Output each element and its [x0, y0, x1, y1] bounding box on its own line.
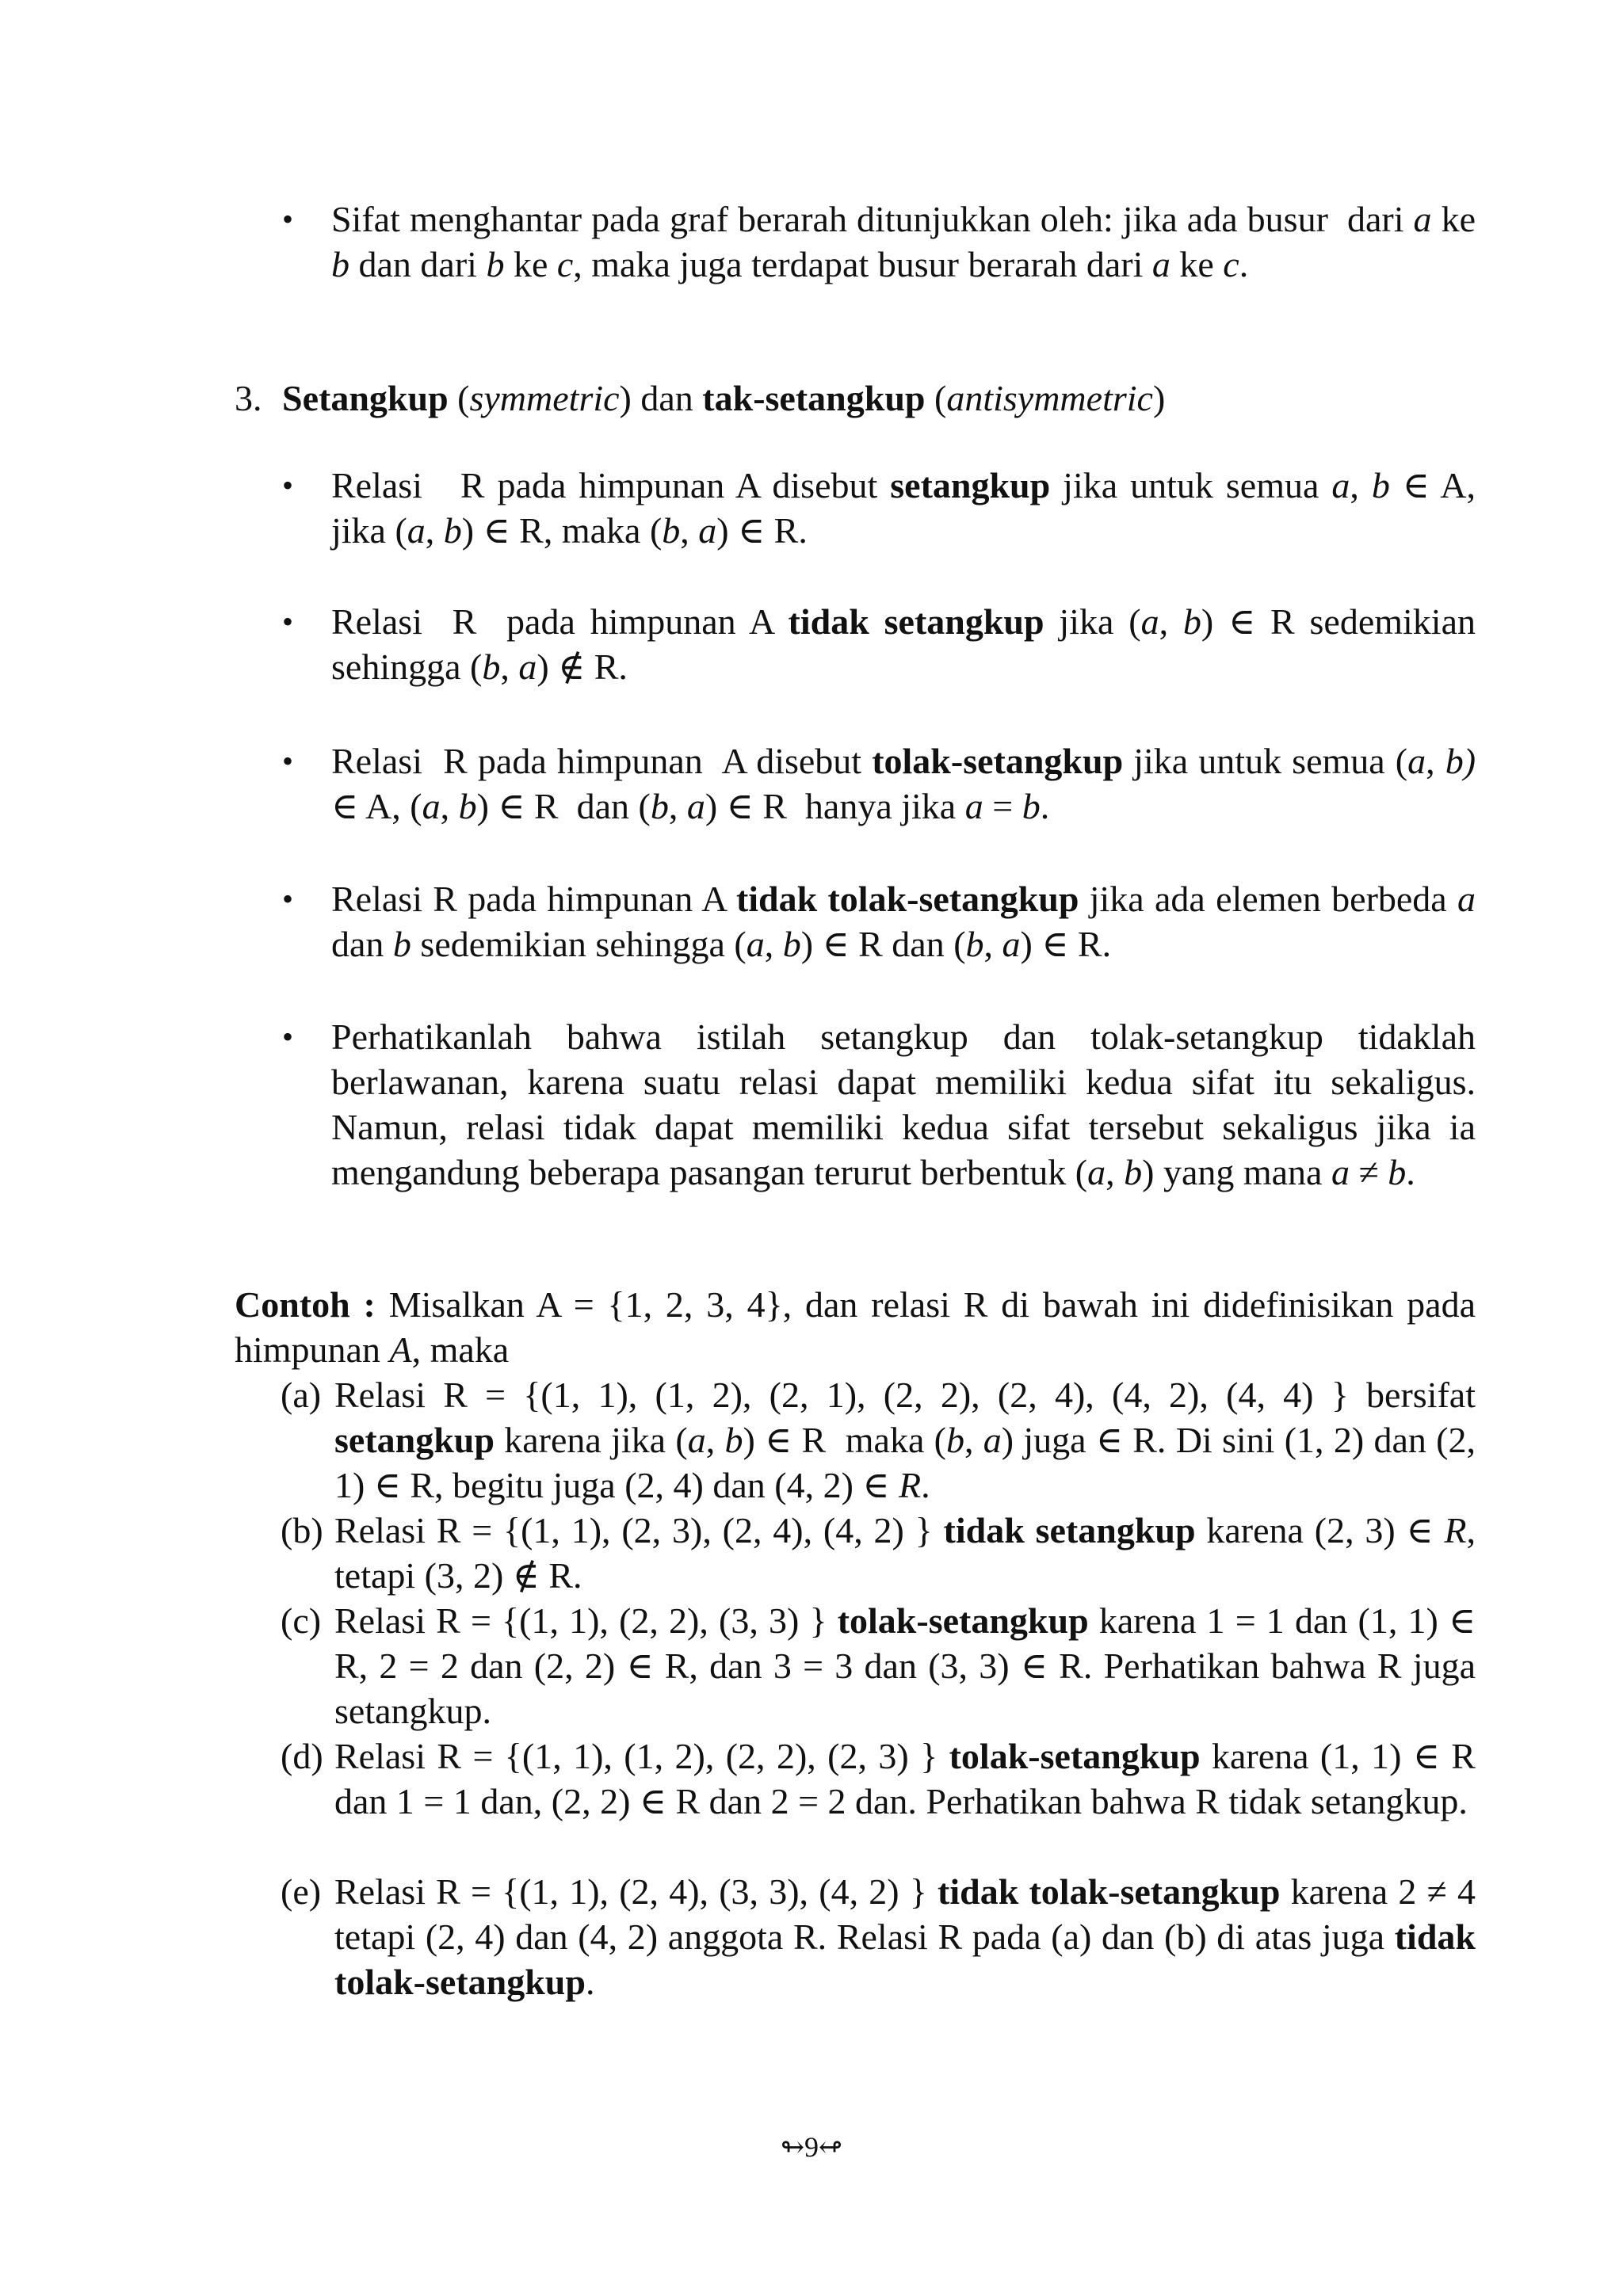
example-item-a: Relasi R = {(1, 1), (1, 2), (2, 1), (2, 2), (2, 4), (4, 2), (4, 4) } bersifat setangkup karena jika (a, b) ∈ R maka (b, a) juga ∈ R. Di sini (1, 2) dan (2, 1) ∈ R, begitu juga (2, 4) dan (4, 2) ∈ R.: [334, 1375, 1476, 1505]
page-number: 9: [804, 2131, 819, 2163]
example-label-a: (a): [281, 1375, 322, 1415]
example-label-e: (e): [281, 1871, 322, 1912]
bullet-marker: •: [282, 743, 294, 779]
section-heading: Setangkup (symmetric) dan tak-setangkup (antisymmetric): [282, 378, 1166, 418]
example-label-b: (b): [281, 1510, 323, 1550]
bullet-marker: •: [282, 604, 294, 639]
bullet-tidak-setangkup-definition: Relasi R pada himpunan A tidak setangkup jika (a, b) ∈ R sedemikian sehingga (b, a) ∉ R.: [331, 601, 1476, 687]
bullet-marker: •: [282, 201, 294, 237]
example-item-d: Relasi R = {(1, 1), (1, 2), (2, 2), (2, 3) } tolak-setangkup karena (1, 1) ∈ R dan 1 = 1 dan, (2, 2) ∈ R dan 2 = 2 dan. Perhatikan bahwa R tidak setangkup.: [334, 1736, 1476, 1821]
footer-left-ornament-icon: ↬: [780, 2131, 804, 2163]
bullet-tolak-setangkup-definition: Relasi R pada himpunan A disebut tolak-setangkup jika untuk semua (a, b) ∈ A, (a, b) ∈ R dan (b, a) ∈ R hanya jika a = b.: [331, 741, 1476, 826]
bullet-marker: •: [282, 467, 294, 503]
example-item-c: Relasi R = {(1, 1), (2, 2), (3, 3) } tolak-setangkup karena 1 = 1 dan (1, 1) ∈ R, 2 = 2 dan (2, 2) ∈ R, dan 3 = 3 dan (3, 3) ∈ R. Perhatikan bahwa R juga setangkup.: [334, 1600, 1476, 1731]
example-item-e: Relasi R = {(1, 1), (2, 4), (3, 3), (4, 2) } tidak tolak-setangkup karena 2 ≠ 4 tetapi (2, 4) dan (4, 2) anggota R. Relasi R pada (a) dan (b) di atas juga tidak tolak-setangkup.: [334, 1871, 1476, 2002]
bullet-transitive-text: Sifat menghantar pada graf berarah ditunjukkan oleh: jika ada busur dari a ke b dan dari b ke c, maka juga terdapat busur berarah dari a ke c.: [331, 199, 1476, 284]
bullet-setangkup-definition: Relasi R pada himpunan A disebut setangkup jika untuk semua a, b ∈ A, jika (a, b) ∈ R, maka (b, a) ∈ R.: [331, 465, 1476, 551]
page-footer: [0, 2130, 1623, 2164]
bullet-tidak-tolak-setangkup-definition: Relasi R pada himpunan A tidak tolak-setangkup jika ada elemen berbeda a dan b sedemikian sehingga (a, b) ∈ R dan (b, a) ∈ R.: [331, 879, 1476, 964]
example-intro: Contoh : Misalkan A = {1, 2, 3, 4}, dan relasi R di bawah ini didefinisikan pada himpunan A, maka: [235, 1284, 1476, 1370]
example-label-c: (c): [281, 1600, 322, 1641]
section-number: 3.: [235, 378, 262, 418]
bullet-marker: •: [282, 881, 294, 917]
bullet-marker: •: [282, 1019, 294, 1055]
example-item-b: Relasi R = {(1, 1), (2, 3), (2, 4), (4, 2) } tidak setangkup karena (2, 3) ∈ R, tetapi (3, 2) ∉ R.: [334, 1510, 1476, 1596]
bullet-note: Perhatikanlah bahwa istilah setangkup dan tolak-setangkup tidaklah berlawanan, karena suatu relasi dapat memiliki kedua sifat itu sekaligus. Namun, relasi tidak dapat memiliki kedua sifat tersebut sekaligus jika ia mengandung beberapa pasangan terurut berbentuk (a, b) yang mana a ≠ b.: [331, 1016, 1476, 1192]
footer-right-ornament-icon: ↫: [819, 2131, 843, 2163]
example-label-d: (d): [281, 1736, 323, 1776]
